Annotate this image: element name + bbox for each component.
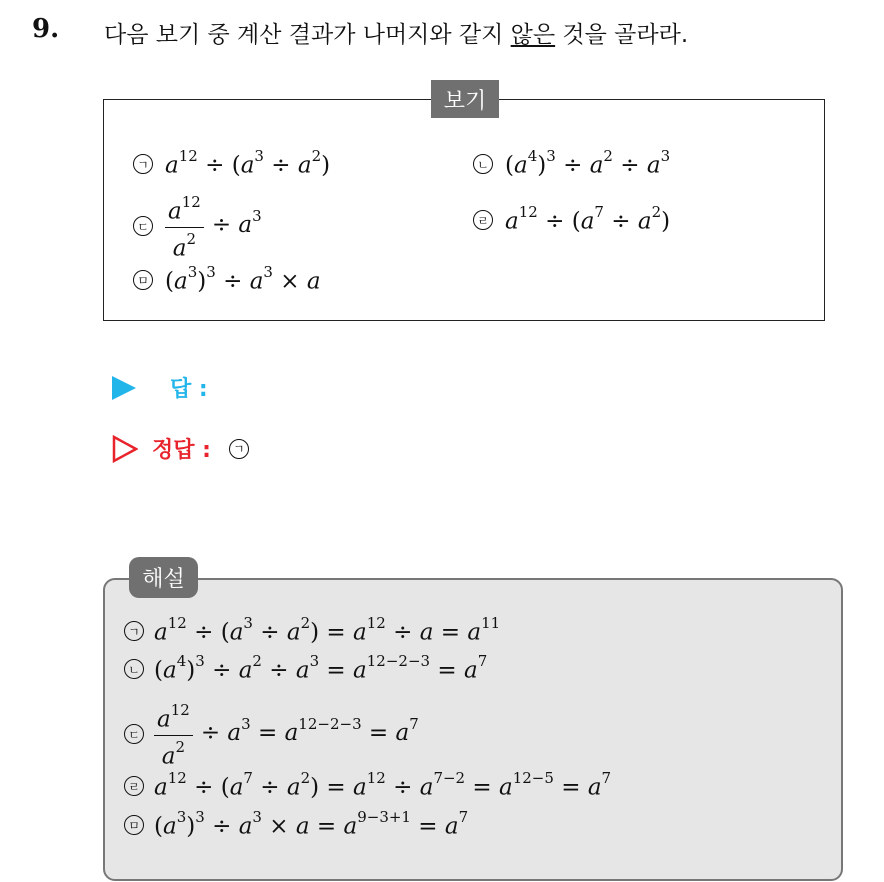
exp-expression-a: $a^{12} \div (a^3 \div a^2) = a^{12} \div a = a^{11}$ xyxy=(154,614,501,646)
answer-row xyxy=(112,372,208,403)
answer-arrow-icon xyxy=(112,376,136,400)
exp-marker-nieun: ㄴ xyxy=(124,659,144,679)
exp-expression-c: $\frac{a^{12}}{a^2}$ ÷ $a^3 = a^{12-2-3} = a^7$ xyxy=(154,700,419,768)
bogi-item-e xyxy=(133,263,321,295)
question-text xyxy=(104,16,688,49)
exp-expression-b: $(a^4)^3 \div a^2 \div a^3 = a^{12-2-3} = a^7$ xyxy=(154,652,488,684)
exp-marker-mieum: ㅁ xyxy=(124,815,144,835)
bogi-item-a xyxy=(133,147,331,179)
marker-giyeok: ㄱ xyxy=(133,154,153,174)
explanation-line-b xyxy=(124,652,488,684)
expression-e: $(a^3)^3 \div a^3 \times a$ xyxy=(165,263,321,295)
marker-mieum: ㅁ xyxy=(133,270,153,290)
correct-arrow-icon xyxy=(112,435,138,463)
correct-answer-row xyxy=(112,433,261,464)
bogi-label: 보기 xyxy=(431,80,499,118)
bogi-item-b xyxy=(473,147,671,179)
marker-nieun: ㄴ xyxy=(473,154,493,174)
marker-rieul: ㄹ xyxy=(473,210,493,230)
bogi-item-d xyxy=(473,203,671,235)
expression-a: $a^{12} \div (a^3 \div a^2)$ xyxy=(165,147,331,179)
exp-marker-giyeok: ㄱ xyxy=(124,621,144,641)
exp-expression-d: $a^{12} \div (a^7 \div a^2) = a^{12} \div a^{7-2} = a^{12-5} = a^7$ xyxy=(154,769,612,801)
explanation-line-d xyxy=(124,769,612,801)
answer-label: 답 : xyxy=(170,377,208,402)
question-text-after: 것을 골라라. xyxy=(555,22,689,48)
correct-value-marker: ㄱ xyxy=(229,439,249,459)
explanation-label: 해설 xyxy=(129,557,198,598)
explanation-line-c xyxy=(124,700,419,768)
exp-expression-e: $(a^3)^3 \div a^3 \times a = a^{9-3+1} = a^7$ xyxy=(154,808,469,840)
question-text-underlined: 않은 xyxy=(510,22,556,48)
exp-marker-digeut: ㄷ xyxy=(124,724,144,744)
exp-marker-rieul: ㄹ xyxy=(124,776,144,796)
expression-d: $a^{12} \div (a^7 \div a^2)$ xyxy=(505,203,671,235)
question-number: 9. xyxy=(32,14,60,44)
correct-label: 정답 : xyxy=(152,438,211,463)
question-text-before: 다음 보기 중 계산 결과가 나머지와 같지 xyxy=(104,22,511,48)
marker-digeut: ㄷ xyxy=(133,216,153,236)
explanation-line-e xyxy=(124,808,469,840)
explanation-line-a xyxy=(124,614,501,646)
bogi-item-c xyxy=(133,192,262,260)
expression-b: $(a^4)^3 \div a^2 \div a^3$ xyxy=(505,147,671,179)
expression-c: $\frac{a^{12}}{a^2}$ ÷ $a^3$ xyxy=(165,192,262,260)
